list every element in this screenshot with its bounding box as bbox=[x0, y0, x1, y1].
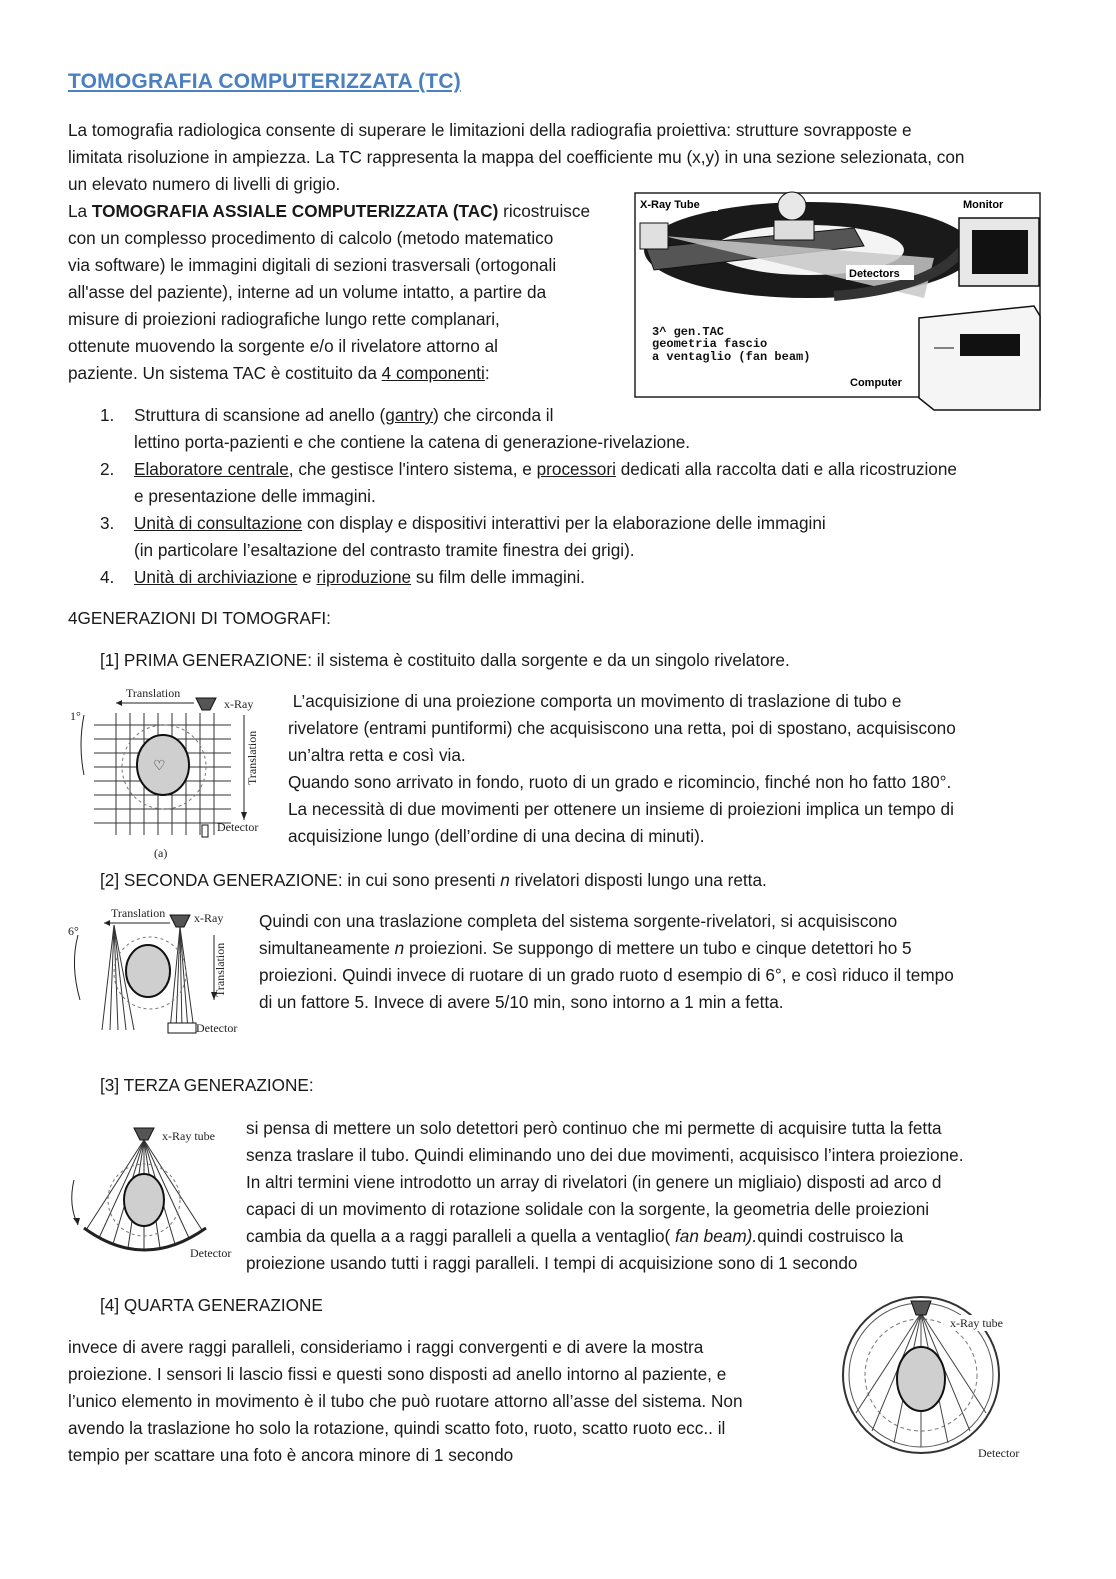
intro-paragraph bbox=[68, 117, 1068, 198]
svg-text:Translation: Translation bbox=[213, 942, 227, 997]
tac-system-figure bbox=[634, 188, 1044, 413]
label-xray-tube: X-Ray Tube bbox=[640, 199, 700, 211]
gen2-heading: [2] SECONDA GENERAZIONE: in cui sono presenti n rivelatori disposti lungo una retta. bbox=[100, 870, 767, 890]
svg-text:Detector: Detector bbox=[217, 820, 259, 834]
gen1-heading: [1] PRIMA GENERAZIONE: il sistema è costituito dalla sorgente e da un singolo rivelatore. bbox=[100, 650, 790, 670]
gen4-heading: [4] QUARTA GENERAZIONE bbox=[100, 1295, 323, 1315]
gen2-paragraph: Quindi con una traslazione completa del sistema sorgente-rivelatori, si acquisiscono simultaneamente n proiezioni. Se suppongo di mettere un tubo e cinque detettori ho 5 proiezioni. Quindi invece di ruotare di un grado ruoto d esempio di 6°, e così riduco il tempo di un fattore 5. Invece di avere 5/10 min, sono intorno a 1 min a fetta. bbox=[259, 911, 954, 1012]
gen1-paragraph: L’acquisizione di una proiezione comporta un movimento di traslazione di tubo e rivelatore (entrami puntiformi) che acquisiscono una retta, poi di spostano, acquisiscono un’altra retta e così via. Quando sono arrivato in fondo, ruoto di un grado e ricomincio, finché non ho fatto 180°. La necessità di due movimenti per ottenere un insieme di proiezioni implica un tempo di acquisizione lungo (dell’ordine di una decina di minuti). bbox=[288, 691, 956, 846]
gen4-paragraph: invece di avere raggi paralleli, consideriamo i raggi convergenti e di avere la mostra proiezione. I sensori li lascio fissi e questi sono disposti ad anello intorno al paziente, e l’unico elemento in movimento è il tubo che può ruotare attorno all’asse del sistema. Non avendo la traslazione ho solo la rotazione, quindi scatto foto, ruoto, scatto ruoto ecc.. il tempio per scattare una foto è ancora minore di 1 secondo bbox=[68, 1337, 743, 1465]
svg-text:♡: ♡ bbox=[153, 759, 166, 774]
gen2-figure bbox=[66, 905, 256, 1045]
svg-text:Translation: Translation bbox=[245, 730, 259, 785]
generations-heading: 4GENERAZIONI DI TOMOGRAFI: bbox=[68, 608, 331, 628]
gen3-paragraph: si pensa di mettere un solo detettori però continuo che mi permette di acquisire tutta la fetta senza traslare il tubo. Quindi eliminando uno dei due movimenti, acquisisco l’intera proiezione. In altri termini viene introdotto un array di rivelatori (in genere un migliaio) disposti ad arco d capaci di un movimento di rotazione solidale con la sorgente, la geometria delle proiezioni cambia da quella a a raggi paralleli a quella a ventaglio( fan beam).quindi costruisco la proiezione usando tutti i raggi paralleli. I tempi di acquisizione sono di 1 secondo bbox=[246, 1118, 964, 1273]
svg-text:Detector: Detector bbox=[196, 1021, 238, 1035]
intro-line: un elevato numero di livelli di grigio. bbox=[68, 174, 341, 194]
tac-paragraph: La TOMOGRAFIA ASSIALE COMPUTERIZZATA (TAC) ricostruisce con un complesso procedimento di calcolo (metodo matematico via software) le immagini digitali di sezioni trasversali (ortogonali all'asse del paziente), interne ad un volume intatto, a partire da misure di proiezioni radiografiche lungo rette complanari, ottenute muovendo la sorgente e/o il rivelatore attorno al paziente. Un sistema TAC è costituito da 4 componenti: bbox=[68, 201, 591, 383]
svg-text:x-Ray tube: x-Ray tube bbox=[162, 1129, 215, 1143]
intro-line: limitata risoluzione in ampiezza. La TC rappresenta la mappa del coefficiente mu (x,y) in una sezione selezionata, con bbox=[68, 147, 965, 167]
gen4-figure bbox=[836, 1293, 1046, 1473]
gen3-figure bbox=[66, 1120, 246, 1265]
gen1-figure bbox=[66, 685, 276, 865]
page-title: TOMOGRAFIA COMPUTERIZZATA (TC) bbox=[68, 70, 461, 93]
svg-text:x-Ray: x-Ray bbox=[224, 697, 254, 711]
svg-text:Detector: Detector bbox=[190, 1246, 232, 1260]
intro-line: La tomografia radiologica consente di superare le limitazioni della radiografia proiettiva: strutture sovrapposte e bbox=[68, 120, 912, 140]
svg-text:Detector: Detector bbox=[978, 1446, 1020, 1460]
svg-text:x-Ray: x-Ray bbox=[194, 911, 224, 925]
svg-text:Translation: Translation bbox=[126, 686, 181, 700]
svg-text:(a): (a) bbox=[154, 846, 168, 860]
tac-note: geometria fascio bbox=[652, 337, 768, 351]
label-monitor: Monitor bbox=[963, 199, 1004, 211]
tac-note: a ventaglio (fan beam) bbox=[652, 350, 811, 364]
label-detectors: Detectors bbox=[849, 268, 900, 280]
label-computer: Computer bbox=[850, 377, 902, 389]
gen3-heading: [3] TERZA GENERAZIONE: bbox=[100, 1075, 314, 1095]
svg-text:x-Ray tube: x-Ray tube bbox=[950, 1316, 1003, 1330]
tac-note: 3^ gen.TAC bbox=[652, 325, 725, 339]
components-list: 1. Struttura di scansione ad anello (gantry) che circonda il lettino porta-pazienti e che contiene la catena di generazione-rivelazione. 2. Elaboratore centrale, che gestisce l'intero sistema, e processori dedicati alla raccolta dati e alla ricostruzione e presentazione delle immagini. 3. Unità di consultazione con display e dispositivi interattivi per la elaborazione delle immagini (in particolare l’esaltazione del contrasto tramite finestra dei grigi). 4. Unità di archiviazione e riproduzione su film delle immagini. bbox=[100, 405, 957, 587]
svg-text:1°: 1° bbox=[70, 709, 81, 723]
tac-bold-term: TOMOGRAFIA ASSIALE COMPUTERIZZATA (TAC) bbox=[91, 201, 499, 221]
svg-text:6°: 6° bbox=[68, 924, 79, 938]
svg-text:Translation: Translation bbox=[111, 906, 166, 920]
components-underlined: 4 componenti bbox=[381, 363, 485, 383]
